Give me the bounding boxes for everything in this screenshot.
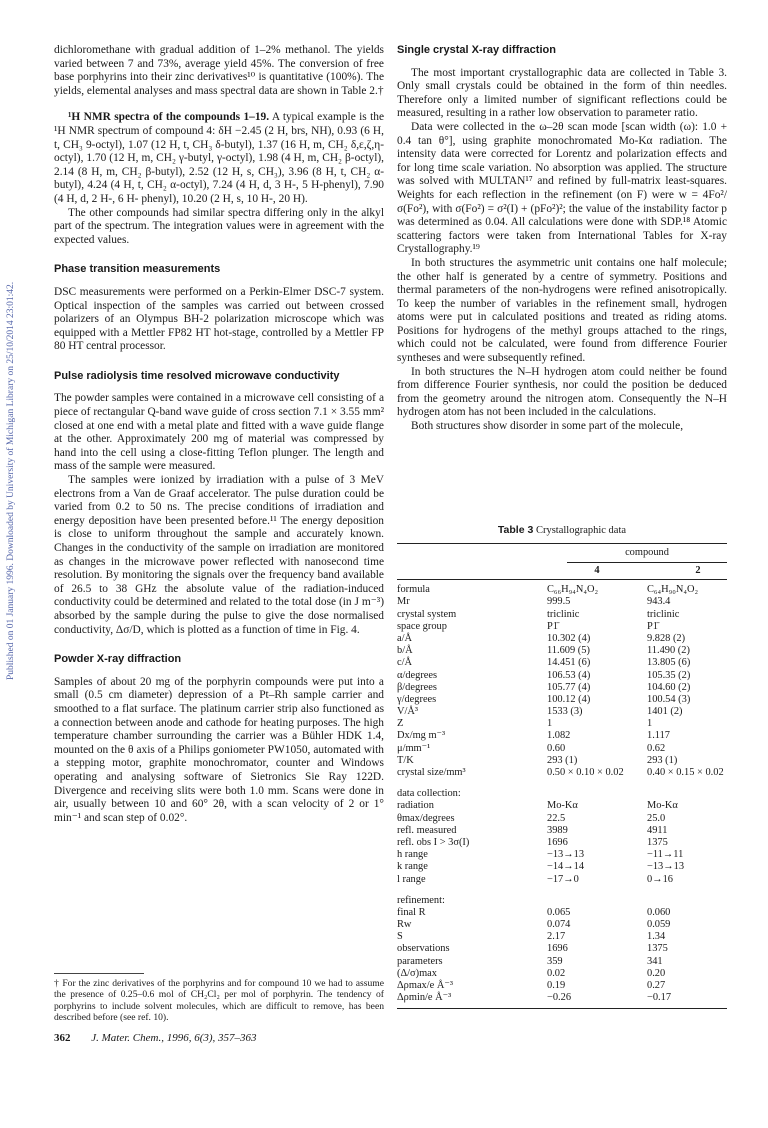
cell-compound-4: 100.12 (4) — [547, 693, 591, 705]
table-row — [397, 825, 727, 837]
cell-compound-2: 0→16 — [647, 873, 673, 885]
table-row — [397, 645, 727, 657]
intro-paragraph: dichloromethane with gradual addition of 1–2% methanol. The yields varied between 7 and 73%, average yield 45%. The conversion of free base porphyrins into their zinc derivatives¹⁰ is quantitative (100%). The yields, elemental analyses and mass spectral data are shown in Table 2.† — [54, 44, 384, 97]
pulse-paragraph-1: The powder samples were contained in a microwave cell consisting of a piece of rectangular Q-band wave guide of cross section 7.1 × 3.55 mm² closed at one end with a metal plate and fitted with a wave guide flange at the other. Approximately 200 mg of material was compressed by hand into the cell using a close-fitting Teflon plunger. The length and mass of the sample were measured. — [54, 392, 384, 473]
pulse-paragraph-2: The samples were ionized by irradiation with a pulse of 3 MeV electrons from a Van de Graaf accelerator. The pulse duration could be varied from 0.2 to 50 ns. The precise conditions of irradiation and energy deposition have been presented before.¹¹ The energy deposition is close to uniform throughout the sample and accurately known. Changes in the conductivity of the sample on irradiation are monitored as changes in the microwave power reflected with nanosecond time resolution. By monitoring the signals over the frequency band available of 26.5 to 38 GHz the absolute value of the radiation-induced conductivity could be determined and related to the total dose (in J m⁻³) absorbed by the sample during the pulse to give the dose normalised conductivity, Δσ/D, which is plotted as a function of time in Fig. 4. — [54, 474, 384, 636]
cell-compound-4: 1533 (3) — [547, 706, 583, 718]
cell-compound-4: 2.17 — [547, 931, 566, 943]
cell-compound-2: 1401 (2) — [647, 706, 683, 718]
left-column — [54, 44, 384, 825]
row-label: Mr — [397, 596, 410, 608]
row-label: α/degrees — [397, 669, 438, 681]
cell-compound-4: 999.5 — [547, 596, 571, 608]
cell-compound-4: −14→14 — [547, 861, 585, 873]
cell-compound-4: 1696 — [547, 836, 568, 848]
cell-compound-2: 293 (1) — [647, 754, 678, 766]
table-row — [397, 755, 727, 767]
table-row — [397, 596, 727, 608]
row-label: refl. obs I > 3σ(I) — [397, 836, 470, 848]
cell-compound-2: 1375 — [647, 943, 668, 955]
cell-compound-2: 0.060 — [647, 906, 671, 918]
phase-heading: Phase transition measurements — [54, 263, 221, 276]
table-row — [397, 584, 727, 596]
row-label: V/Å³ — [397, 706, 419, 718]
row-label: parameters — [397, 955, 443, 967]
rows-refinement — [397, 907, 727, 1005]
cell-compound-2: 13.805 (6) — [647, 657, 691, 669]
table-row — [397, 907, 727, 919]
row-label: final R — [397, 906, 426, 918]
single-crystal-heading: Single crystal X-ray diffraction — [397, 44, 556, 56]
cell-compound-4: 359 — [547, 955, 563, 967]
cell-compound-4: Mo-Kα — [547, 800, 578, 812]
cell-compound-2: −11→11 — [647, 849, 684, 861]
download-watermark-text: Published on 01 January 1996. Downloaded by University of Michigan Library on 25/10/2014 23:01:42. — [6, 281, 16, 680]
download-watermark — [6, 120, 20, 680]
table-row — [397, 718, 727, 730]
cell-compound-2: 0.62 — [647, 742, 666, 754]
cell-compound-4: 0.50 × 0.10 × 0.02 — [547, 767, 624, 779]
table-row — [397, 992, 727, 1004]
page-number: 362 — [54, 1032, 71, 1044]
rows-data-collection — [397, 800, 727, 885]
section-refinement: refinement: — [397, 894, 445, 906]
right-paragraph-2: Data were collected in the ω–2θ scan mode [scan width (ω): 1.0 + 0.4 tan θ°], using graphite monochromated Mo-Kα radiation. The intensity data were corrected for Lorentz and polarization effects and for long time scale variation. No absorption was applied. The structure was solved with MULTAN¹⁷ and refined by full-matrix least-squares. Weights for each reflection in the refinement (on F) were w = 4Fo²/σ(Fo²), with σ(Fo²) = σ²(I) + (pFo²)²; the value of the instability factor p was determined as 0.04. All calculations were done with SDP.¹⁸ Atomic scattering factors were taken from International Tables for X-ray Crystallography.¹⁹ — [397, 120, 727, 256]
table-row — [397, 956, 727, 968]
row-label: Dx/mg m⁻³ — [397, 730, 446, 742]
row-label: radiation — [397, 800, 434, 812]
cell-compound-2: 100.54 (3) — [647, 693, 691, 705]
phase-paragraph: DSC measurements were performed on a Perkin-Elmer DSC-7 system. Optical inspection of the samples was carried out between crossed polarizers of an Olympus BH-2 polarization microscope which was equipped with a Mettler FP82 HT hot-stage, controlled by a Mettler FP 80 HT central processor. — [54, 285, 384, 353]
pulse-heading: Pulse radiolysis time resolved microwave conductivity — [54, 369, 340, 382]
row-label: b/Å — [397, 645, 413, 657]
cell-compound-2: C₆₄H₉₀N₄O₂ — [647, 584, 699, 596]
section-data-collection: data collection: — [397, 788, 461, 800]
cell-compound-4: C₆₆H₉₄N₄O₂ — [547, 584, 599, 596]
table-bottom-rule — [397, 1008, 727, 1009]
table-row — [397, 980, 727, 992]
cell-compound-4: 1.082 — [547, 730, 571, 742]
compound-header: compound — [625, 547, 669, 559]
row-label: θmax/degrees — [397, 812, 455, 824]
row-label: Z — [397, 718, 404, 730]
cell-compound-2: 0.059 — [647, 919, 671, 931]
cell-compound-2: 943.4 — [647, 596, 671, 608]
row-label: (Δ/σ)max — [397, 967, 437, 979]
cell-compound-4: −13→13 — [547, 849, 585, 861]
table-col-header — [397, 563, 727, 579]
right-paragraph-5: Both structures show disorder in some part of the molecule, — [411, 420, 684, 433]
cell-compound-4: 106.53 (4) — [547, 669, 591, 681]
cell-compound-2: 104.60 (2) — [647, 681, 691, 693]
cell-compound-4: 22.5 — [547, 812, 566, 824]
row-label: crystal system — [397, 608, 457, 620]
cell-compound-4: 105.77 (4) — [547, 681, 591, 693]
cell-compound-2: 25.0 — [647, 812, 666, 824]
right-paragraph-1: The most important crystallographic data are collected in Table 3. Only small crystals could be obtained in the form of thin needles. Therefore only a limited number of significant reflections could be measured, resulting in a rather low observation to parameter ratio. — [397, 66, 727, 120]
row-label: crystal size/mm³ — [397, 767, 466, 779]
row-label: c/Å — [397, 657, 413, 669]
cell-compound-2: 341 — [647, 955, 663, 967]
cell-compound-4: 0.19 — [547, 980, 566, 992]
table-body — [397, 580, 727, 1008]
table-row — [397, 861, 727, 873]
xrd-paragraph: Samples of about 20 mg of the porphyrin compounds were put into a small (0.5 cm diameter) depression of a Pt–Rh sample carrier and smoothed to a flat surface. The platinum carrier strip also functioned as a connection between anode and cathode for heating purposes. The high temperature chamber surrounding the carrier was a Bühler HDK 1.4, mounted on the θ axis of a Philips goniometer PW1050, automated with a stepping motor, graphite monochromator, counter and Windows operating and analysing software of Sietronics Sie Ray 122D. Divergence and receiving slits were both 1.0 mm. Scans were done in air, usually between 10 and 60° 2θ, with a scan velocity of 2 or 1° min⁻¹ and scan step of 0.02°. — [54, 675, 384, 824]
right-paragraph-4: In both structures the N–H hydrogen atom could neither be found from difference Fourier synthesis, nor could the position be deduced from the geometry around the nitrogen atom. Consequently the N–H hydrogen atom has not been included in the calculations. — [397, 365, 727, 419]
cell-compound-4: 1696 — [547, 943, 568, 955]
col-header-2: 2 — [695, 565, 701, 577]
table-row — [397, 609, 727, 621]
row-label: Δρmin/e Å⁻³ — [397, 992, 452, 1004]
cell-compound-4: 1 — [547, 718, 553, 730]
right-column — [397, 44, 727, 434]
row-label: γ/degrees — [397, 693, 437, 705]
table-row — [397, 706, 727, 718]
table-row — [397, 837, 727, 849]
cell-compound-4: 0.02 — [547, 967, 566, 979]
table-row — [397, 670, 727, 682]
table-row — [397, 743, 727, 755]
cell-compound-2: 4911 — [647, 824, 668, 836]
table-row — [397, 813, 727, 825]
footnote: † For the zinc derivatives of the porphyrins and for compound 10 we had to assume the presence of 0.25–0.6 mol of CH₂Cl₂ per mol of porphyrin. The tendency of porphyrins to include solvent molecules, which are difficult to remove, has been described before (see ref. 10). — [54, 978, 384, 1024]
cell-compound-4: triclinic — [547, 608, 580, 620]
row-label: μ/mm⁻¹ — [397, 742, 431, 754]
cell-compound-4: 0.074 — [547, 919, 571, 931]
nmr-paragraph-2: The other compounds had similar spectra differing only in the alkyl part of the spectrum. The integration values were in agreement with the expected values. — [54, 206, 384, 246]
cell-compound-4: 10.302 (4) — [547, 632, 591, 644]
crystallographic-table — [397, 524, 727, 1009]
nmr-heading: ¹H NMR spectra of the compounds 1–19. — [68, 111, 270, 124]
row-label: β/degrees — [397, 681, 437, 693]
cell-compound-2: P1̄ — [647, 620, 658, 632]
row-label: Δρmax/e Å⁻³ — [397, 980, 453, 992]
page-footer — [54, 1032, 257, 1044]
row-label: refl. measured — [397, 824, 457, 836]
nmr-paragraph — [54, 111, 384, 206]
table-row — [397, 633, 727, 645]
table-row — [397, 943, 727, 955]
cell-compound-2: 1.117 — [647, 730, 670, 742]
table-row — [397, 919, 727, 931]
row-label: h range — [397, 849, 428, 861]
table-group-header — [397, 544, 727, 562]
table-row — [397, 931, 727, 943]
cell-compound-2: 9.828 (2) — [647, 632, 686, 644]
table-row — [397, 968, 727, 980]
table-row — [397, 849, 727, 861]
row-label: a/Å — [397, 632, 413, 644]
table-row — [397, 621, 727, 633]
cell-compound-4: 14.451 (6) — [547, 657, 591, 669]
cell-compound-4: 0.60 — [547, 742, 566, 754]
row-label: formula — [397, 584, 430, 596]
cell-compound-2: 0.20 — [647, 967, 666, 979]
cell-compound-4: 0.065 — [547, 906, 571, 918]
row-label: S — [397, 931, 403, 943]
table-row — [397, 767, 727, 779]
cell-compound-2: 1.34 — [647, 931, 666, 943]
cell-compound-2: Mo-Kα — [647, 800, 678, 812]
col-header-4: 4 — [594, 565, 600, 577]
table-row — [397, 874, 727, 886]
row-label: space group — [397, 620, 447, 632]
table-title: Crystallographic data — [535, 525, 627, 536]
cell-compound-2: 0.40 × 0.15 × 0.02 — [647, 767, 724, 779]
row-label: l range — [397, 873, 426, 885]
table-row — [397, 800, 727, 812]
table-row — [397, 730, 727, 742]
cell-compound-2: 11.490 (2) — [647, 645, 690, 657]
cell-compound-2: 1375 — [647, 836, 668, 848]
cell-compound-2: 1 — [647, 718, 653, 730]
cell-compound-2: −13→13 — [647, 861, 685, 873]
cell-compound-4: 293 (1) — [547, 754, 578, 766]
rows-crystal — [397, 584, 727, 779]
cell-compound-2: 0.27 — [647, 980, 666, 992]
journal-citation: J. Mater. Chem., 1996, 6(3), 357–363 — [91, 1032, 257, 1044]
row-label: Rw — [397, 919, 412, 931]
row-label: T/K — [397, 754, 414, 766]
right-paragraph-3: In both structures the asymmetric unit contains one half molecule; the other half is generated by a centre of symmetry. Positions and thermal parameters of the non-hydrogens were refined anisotropically. To keep the number of variables in the refinement small, hydrogen atoms were put in calculated positions and treated as riding atoms. Positions for hydrogens of the methyl groups attached to the rings, which could not be calculated, were found from difference Fourier syntheses and were subsequently refined. — [397, 256, 727, 365]
table-caption — [397, 524, 727, 537]
row-label: observations — [397, 943, 450, 955]
cell-compound-4: 11.609 (5) — [547, 645, 590, 657]
cell-compound-4: −17→0 — [547, 873, 579, 885]
xrd-heading: Powder X-ray diffraction — [54, 653, 182, 666]
cell-compound-2: triclinic — [647, 608, 680, 620]
table-row — [397, 657, 727, 669]
table-label: Table 3 — [497, 524, 534, 536]
row-label: k range — [397, 861, 428, 873]
cell-compound-4: P1̄ — [547, 620, 558, 632]
table-row — [397, 694, 727, 706]
nmr-text: A typical example is the ¹H NMR spectrum of compound 4: δH −2.45 (2 H, brs, NH), 0.93 (6 H, t, CH₃ 9-octyl), 1.07 (12 H, t, CH₃ δ-butyl), 1.37 (16 H, m, CH₂ δ,ε,ζ,η-octyl), 1.70 (12 H, m, CH₂ γ-butyl, γ-octyl), 1.98 (4 H, m, CH₂ β-octyl), 2.14 (8 H, m, CH₂ β-butyl), 2.52 (12 H, s, CH₃), 3.96 (8 H, t, CH₂ α-butyl), 4.24 (4 H, t, CH₂ α-octyl), 7.24 (4 H, d, 3 H-, 5 H-phenyl), 7.90 (4 H, d, 2 H-, 6 H- phenyl), 10.20 (2 H, s, 10 H-, 20 H). — [54, 111, 385, 205]
cell-compound-2: 105.35 (2) — [647, 669, 691, 681]
cell-compound-4: −0.26 — [547, 992, 572, 1004]
cell-compound-2: −0.17 — [647, 992, 672, 1004]
table-row — [397, 682, 727, 694]
cell-compound-4: 3989 — [547, 824, 568, 836]
footnote-rule — [54, 973, 144, 974]
